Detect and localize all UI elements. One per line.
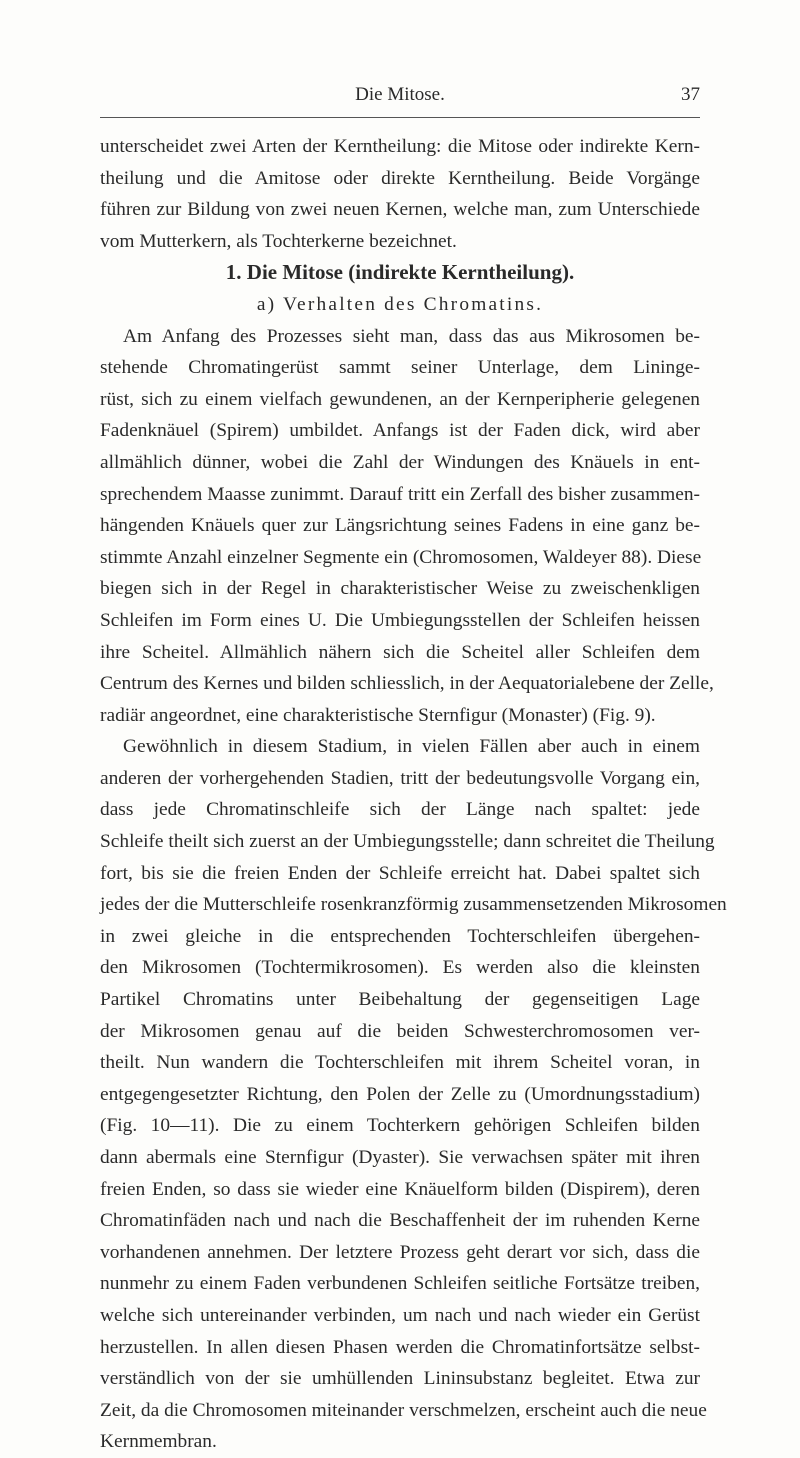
text-line: dann abermals eine Sternfigur (Dyaster). Sie verwachsen später mit ihren	[100, 1147, 700, 1168]
text-line: fort, bis sie die freien Enden der Schleife erreicht hat. Dabei spaltet sich	[100, 862, 700, 884]
text-line: nunmehr zu einem Faden verbundenen Schleifen seitliche Fortsätze treiben,	[100, 1273, 700, 1295]
subsection-heading: a) Verhalten des Chromatins.	[256, 293, 544, 315]
page-header	[100, 84, 700, 114]
text-line: theilung und die Amitose oder direkte Kerntheilung. Beide Vorgänge	[100, 167, 700, 189]
text-line: dass jede Chromatinschleife sich der Länge nach spaltet: jede	[100, 799, 700, 821]
text-line: biegen sich in der Regel in charakteristischer Weise zu zweischenkligen	[100, 578, 700, 600]
text-line: jedes der die Mutterschleife rosenkranzförmig zusammensetzenden Mikrosomen	[100, 894, 727, 916]
text-line: radiär angeordnet, eine charakteristische Sternfigur (Monaster) (Fig. 9).	[100, 704, 656, 726]
text-line: verständlich von der sie umhüllenden Lininsubstanz begleitet. Etwa zur	[100, 1368, 700, 1390]
section-heading: 1. Die Mitose (indirekte Kerntheilung).	[225, 260, 575, 285]
text-line: Fadenknäuel (Spirem) umbildet. Anfangs ist der Faden dick, wird aber	[100, 420, 700, 442]
text-line: unterscheidet zwei Arten der Kerntheilung: die Mitose oder indirekte Kern-	[100, 136, 700, 157]
text-line: hängenden Knäuels quer zur Längsrichtung seines Fadens in eine ganz be-	[100, 515, 700, 537]
text-line: entgegengesetzter Richtung, den Polen der Zelle zu (Umordnungsstadium)	[100, 1083, 700, 1105]
text-line: freien Enden, so dass sie wieder eine Knäuelform bilden (Dispirem), deren	[100, 1178, 700, 1200]
text-line: Centrum des Kernes und bilden schliesslich, in der Aequatorialebene der Zelle,	[100, 673, 714, 695]
text-line: führen zur Bildung von zwei neuen Kernen, welche man, zum Unterschiede	[100, 199, 700, 221]
text-line: herzustellen. In allen diesen Phasen werden die Chromatinfortsätze selbst-	[100, 1336, 700, 1358]
text-line: (Fig. 10—11). Die zu einem Tochterkern gehörigen Schleifen bilden	[100, 1115, 700, 1137]
text-line: Chromatinfäden nach und nach die Beschaffenheit der im ruhenden Kerne	[100, 1210, 700, 1232]
text-line: stehende Chromatingerüst sammt seiner Unterlage, dem Lininge-	[100, 357, 700, 379]
text-line: Gewöhnlich in diesem Stadium, in vielen Fällen aber auch in einem	[123, 736, 700, 758]
page-number: 37	[681, 84, 700, 105]
text-line: den Mikrosomen (Tochtermikrosomen). Es werden also die kleinsten	[100, 957, 700, 979]
text-line: ihre Scheitel. Allmählich nähern sich die Scheitel aller Schleifen dem	[100, 641, 700, 663]
text-line: der Mikrosomen genau auf die beiden Schwesterchromosomen ver-	[100, 1020, 700, 1042]
text-line: in zwei gleiche in die entsprechenden Tochterschleifen übergehen-	[100, 925, 700, 947]
text-line: welche sich untereinander verbinden, um nach und nach wieder ein Gerüst	[100, 1304, 700, 1326]
text-line: vorhandenen annehmen. Der letztere Prozess geht derart vor sich, dass die	[100, 1241, 700, 1263]
running-title: Die Mitose.	[355, 84, 445, 105]
text-line: Kernmembran.	[100, 1431, 217, 1453]
text-line: allmählich dünner, wobei die Zahl der Windungen des Knäuels in ent-	[100, 451, 700, 473]
text-line: anderen der vorhergehenden Stadien, tritt der bedeutungsvolle Vorgang ein,	[100, 767, 700, 789]
text-line: Partikel Chromatins unter Beibehaltung der gegenseitigen Lage	[100, 989, 700, 1011]
body-text	[100, 131, 727, 1458]
text-line: Schleife theilt sich zuerst an der Umbiegungsstelle; dann schreitet die Theilung	[100, 831, 715, 853]
text-line: Am Anfang des Prozesses sieht man, dass das aus Mikrosomen be-	[123, 325, 700, 347]
text-line: Schleifen im Form eines U. Die Umbiegungsstellen der Schleifen heissen	[100, 609, 700, 631]
text-line: sprechendem Maasse zunimmt. Darauf tritt ein Zerfall des bisher zusammen-	[100, 483, 700, 505]
text-line: rüst, sich zu einem vielfach gewundenen, an der Kernperipherie gelegenen	[100, 388, 700, 410]
header-rule	[100, 117, 700, 118]
text-line: vom Mutterkern, als Tochterkerne bezeichnet.	[100, 230, 457, 252]
text-line: theilt. Nun wandern die Tochterschleifen mit ihrem Scheitel voran, in	[100, 1052, 700, 1074]
text-line: Zeit, da die Chromosomen miteinander verschmelzen, erscheint auch die neue	[100, 1399, 707, 1421]
text-line: stimmte Anzahl einzelner Segmente ein (Chromosomen, Waldeyer 88). Diese	[100, 546, 702, 568]
